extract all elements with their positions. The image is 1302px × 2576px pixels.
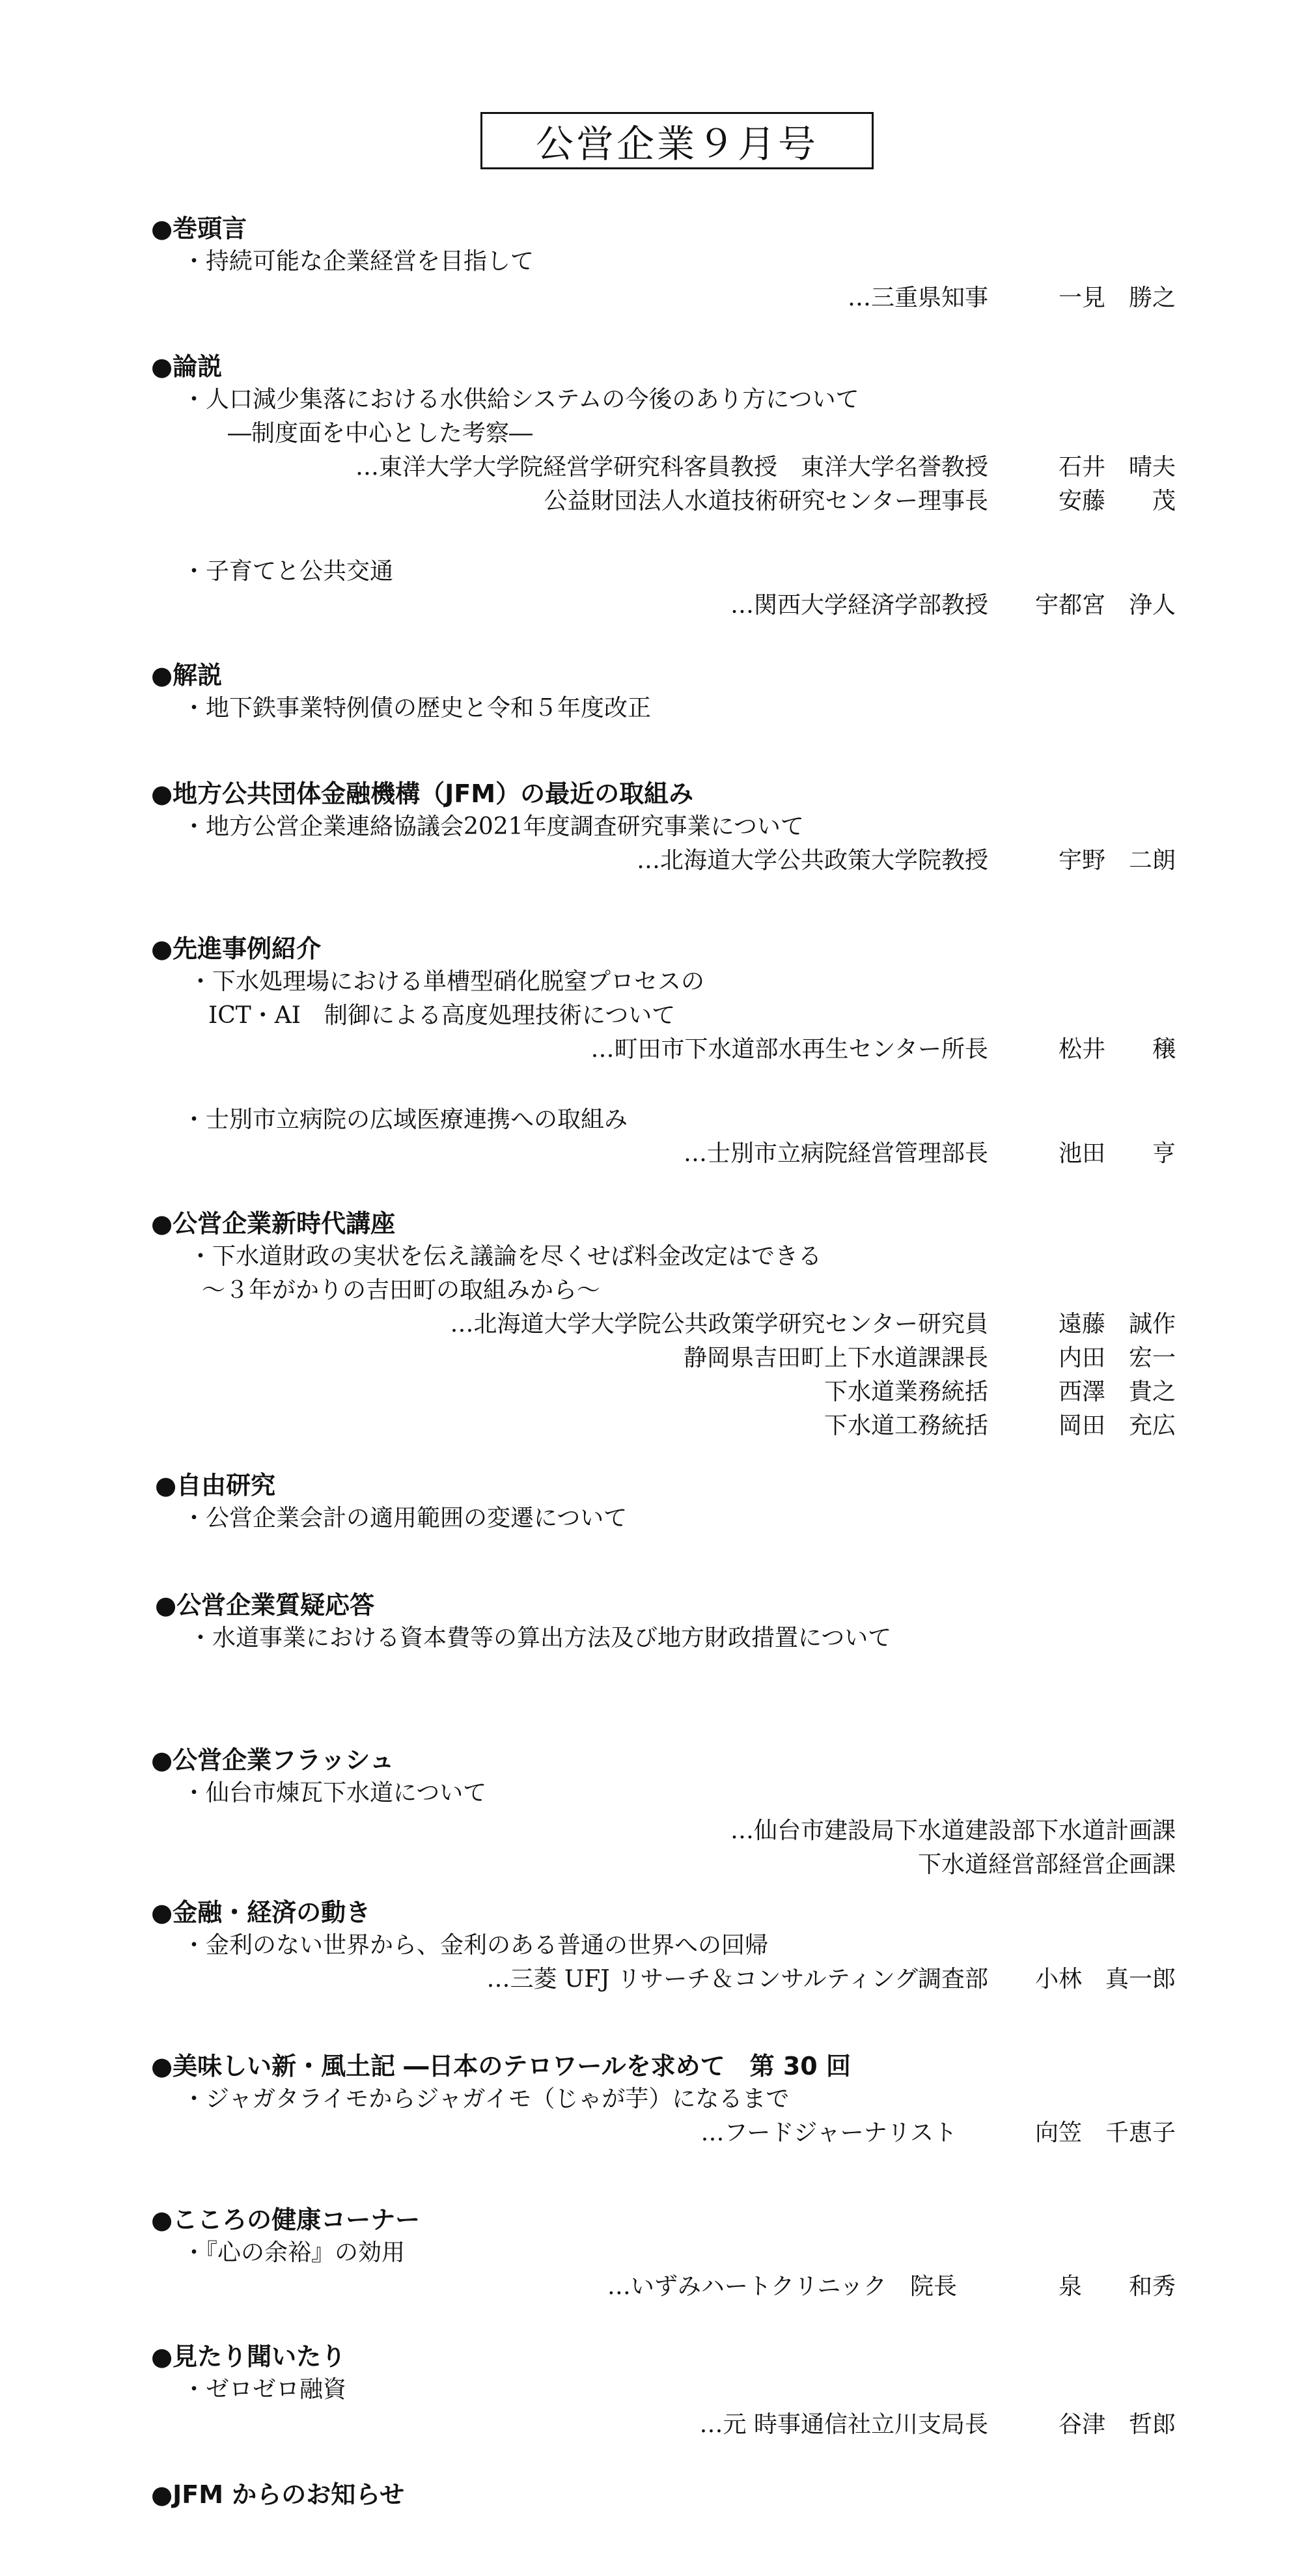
author-affiliation: 下水道経営部経営企画課 [917,1851,1176,1878]
author-name: 宇都宮 浄人 [1034,592,1176,619]
article-title: ・持続可能な企業経営を目指して [182,248,534,275]
author-affiliation: 下水道工務統括 [824,1412,988,1439]
author-affiliation: …北海道大学大学院公共政策学研究センター研究員 [450,1311,988,1337]
article-title: ・地下鉄事業特例債の歴史と令和５年度改正 [182,695,652,721]
section-heading-mitari: ●見たり聞いたり [151,2342,346,2371]
section-heading-senshin: ●先進事例紹介 [151,934,322,963]
author-affiliation: …町田市下水道部水再生センター所長 [590,1036,988,1063]
author-affiliation: 静岡県吉田町上下水道課課長 [683,1345,988,1371]
article-title: ・下水処理場における単槽型硝化脱窒プロセスの [189,968,705,995]
author-affiliation: …いずみハートクリニック 院長 [607,2273,957,2300]
section-heading-shitsugi: ●公営企業質疑応答 [155,1591,375,1619]
section-heading-ronsetsu: ●論説 [151,352,223,381]
article-title: ・公営企業会計の適用範囲の変遷について [182,1505,628,1532]
author-affiliation: …東洋大学大学院経営学研究科客員教授 東洋大学名誉教授 [355,454,988,481]
author-affiliation: …北海道大学公共政策大学院教授 [636,847,988,874]
section-heading-fudoki: ●美味しい新・風土記 ―日本のテロワールを求めて 第 30 回 [151,2052,851,2080]
section-heading-kinyu: ●金融・経済の動き [151,1898,371,1927]
author-name: 宇野 二朗 [1058,847,1176,874]
article-title: ・ジャガタライモからジャガイモ（じゃが芋）になるまで [182,2086,790,2112]
section-heading-kaisetsu: ●解説 [151,661,223,690]
author-name: 内田 宏一 [1058,1345,1176,1371]
section-heading-flash: ●公営企業フラッシュ [151,1746,395,1774]
author-affiliation: 公益財団法人水道技術研究センター理事長 [544,488,988,514]
author-name: 安藤 茂 [1058,488,1176,514]
article-title: ・下水道財政の実状を伝え議論を尽くせば料金改定はできる [189,1243,822,1270]
article-title: ・ゼロゼロ融資 [182,2376,347,2403]
author-affiliation: 下水道業務統括 [824,1379,988,1405]
author-name: 谷津 哲郎 [1058,2411,1176,2438]
article-subtitle: ～３年がかりの吉田町の取組みから～ [202,1277,601,1304]
section-heading-kokoro: ●こころの健康コーナー [151,2205,421,2234]
article-title: ・士別市立病院の広域医療連携への取組み [182,1106,628,1133]
article-title: ・金利のない世界から、金利のある普通の世界への回帰 [182,1932,769,1959]
author-affiliation: …士別市立病院経営管理部長 [683,1140,988,1167]
author-name: 泉 和秀 [1058,2273,1176,2300]
article-subtitle: ―制度面を中心とした考察― [228,420,533,447]
page-title: 公営企業９月号 [480,112,874,169]
author-name: 池田 亨 [1058,1140,1176,1167]
author-affiliation: …フードジャーナリスト [700,2120,957,2146]
author-affiliation: …仙台市建設局下水道建設部下水道計画課 [730,1817,1176,1844]
article-title: ・子育てと公共交通 [182,558,394,585]
article-title: ・仙台市煉瓦下水道について [182,1780,487,1806]
article-title: ・地方公営企業連絡協議会2021年度調査研究事業について [182,813,804,840]
author-name: 石井 晴夫 [1058,454,1176,481]
author-name: 松井 穣 [1058,1036,1176,1063]
section-heading-jiyu: ●自由研究 [155,1471,276,1500]
author-name: 小林 真一郎 [1034,1966,1176,1993]
author-name: 岡田 充広 [1058,1412,1176,1439]
author-name: 西澤 貴之 [1058,1379,1176,1405]
article-title: ・水道事業における資本費等の算出方法及び地方財政措置について [189,1625,892,1651]
article-title: ・人口減少集落における水供給システムの今後のあり方について [182,386,859,413]
author-affiliation: …三菱 UFJ リサーチ＆コンサルティング調査部 [486,1966,988,1993]
section-heading-shinjidai: ●公営企業新時代講座 [151,1209,396,1238]
section-heading-jfm: ●地方公共団体金融機構（JFM）の最近の取組み [151,779,694,808]
author-name: 向笠 千恵子 [1034,2120,1176,2146]
author-name: 遠藤 誠作 [1058,1311,1176,1337]
author-affiliation: …元 時事通信社立川支局長 [699,2411,988,2438]
author-affiliation: …三重県知事 [847,285,988,311]
author-name: 一見 勝之 [1058,285,1176,311]
section-heading-kantougen: ●巻頭言 [151,214,247,243]
author-affiliation: …関西大学経済学部教授 [730,592,988,619]
section-heading-jfm-notice: ●JFM からのお知らせ [151,2480,405,2509]
article-title: ・『心の余裕』の効用 [182,2239,406,2266]
article-title-continued: ICT・AI 制御による高度処理技術について [208,1002,676,1029]
